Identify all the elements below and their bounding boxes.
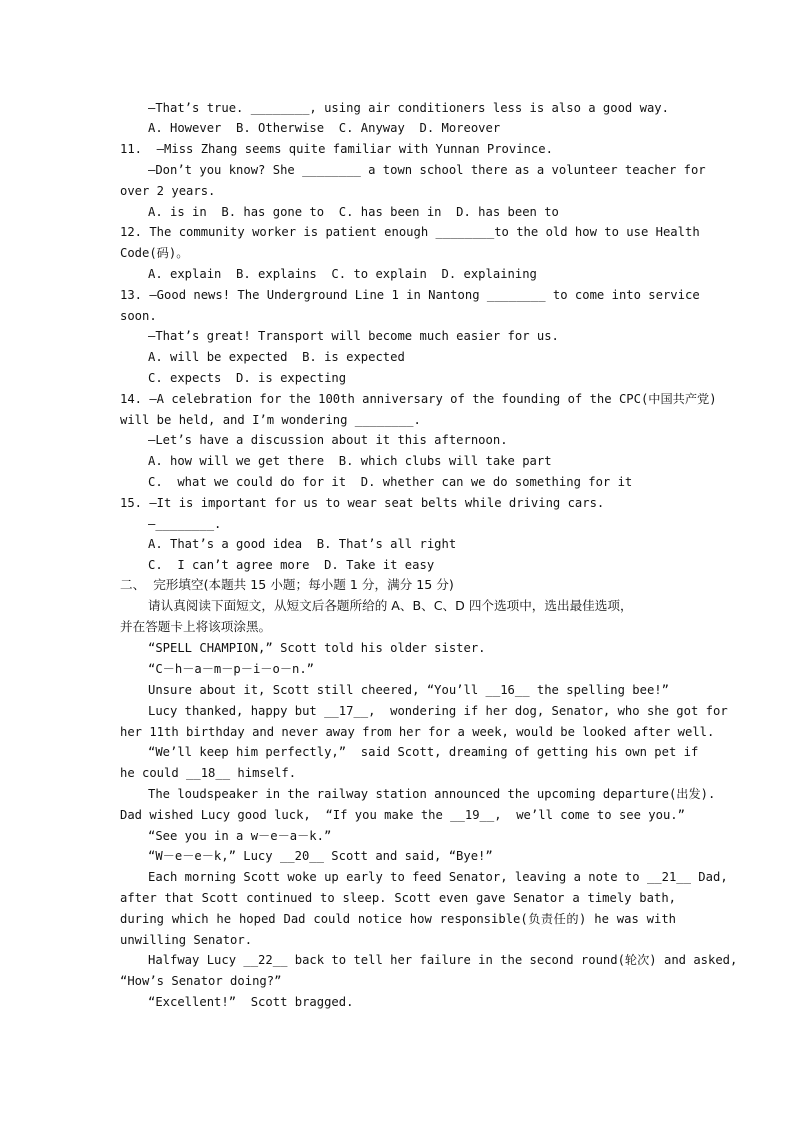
q15-options-cd: C. I can’t agree more D. Take it easy <box>148 558 435 572</box>
q10-options: A. However B. Otherwise C. Anyway D. Moreover <box>148 121 501 135</box>
passage-line: “W－e－e－k,” Lucy __20__ Scott and said, “Bye!” <box>148 849 493 863</box>
q15-stem: 15. —It is important for us to wear seat belts while driving cars. <box>120 496 605 510</box>
q13-stem: 13. —Good news! The Underground Line 1 in Nantong ________ to come into service <box>120 288 700 302</box>
passage-line: after that Scott continued to sleep. Scott even gave Senator a timely bath, <box>120 891 676 905</box>
passage-line: “See you in a w－e－a－k.” <box>148 829 332 843</box>
passage-line: “We’ll keep him perfectly,” said Scott, dreaming of getting his own pet if <box>148 745 699 759</box>
q15-options-ab: A. That’s a good idea B. That’s all right <box>148 537 457 551</box>
q11-options: A. is in B. has gone to C. has been in D. has been to <box>148 205 559 219</box>
q12-stem-continued: Code(码)。 <box>120 246 189 260</box>
passage-line: during which he hoped Dad could notice how responsible(负责任的) he was with <box>120 912 676 926</box>
q14-stem-continued: will be held, and I’m wondering ________. <box>120 413 421 427</box>
q11-stem: 11. —Miss Zhang seems quite familiar with Yunnan Province. <box>120 142 553 156</box>
q15-reply: —________. <box>148 517 222 531</box>
q14-options-cd: C. what we could do for it D. whether can we do something for it <box>148 475 633 489</box>
q11-reply-continued: over 2 years. <box>120 184 216 198</box>
passage-line: unwilling Senator. <box>120 933 253 947</box>
section-instructions-continued: 并在答题卡上将该项涂黑。 <box>120 619 272 634</box>
q13-options-ab: A. will be expected B. is expected <box>148 350 405 364</box>
section-instructions: 请认真阅读下面短文，从短文后各题所给的 A、B、C、D 四个选项中，选出最佳选项， <box>148 598 633 613</box>
passage-line: “Excellent!” Scott bragged. <box>148 995 354 1009</box>
passage-line: Unsure about it, Scott still cheered, “You’ll __16__ the spelling bee!” <box>148 683 669 697</box>
passage-line: he could __18__ himself. <box>120 766 297 780</box>
passage-line: “SPELL CHAMPION,” Scott told his older sister. <box>148 641 486 655</box>
passage-line: Each morning Scott woke up early to feed Senator, leaving a note to __21__ Dad, <box>148 870 728 884</box>
q13-reply: —That’s great! Transport will become much easier for us. <box>148 329 559 343</box>
q14-options-ab: A. how will we get there B. which clubs will take part <box>148 454 552 468</box>
passage-line: Lucy thanked, happy but __17__, wondering if her dog, Senator, who she got for <box>148 704 728 718</box>
q13-options-cd: C. expects D. is expecting <box>148 371 347 385</box>
passage-line: her 11th birthday and never away from her for a week, would be looked after well. <box>120 725 715 739</box>
q14-reply: —Let’s have a discussion about it this afternoon. <box>148 433 508 447</box>
passage-line: Halfway Lucy __22__ back to tell her failure in the second round(轮次) and asked, <box>148 953 738 967</box>
passage-line: Dad wished Lucy good luck, “If you make the __19__, we’ll come to see you.” <box>120 808 685 822</box>
passage-line: The loudspeaker in the railway station announced the upcoming departure(出发). <box>148 787 716 801</box>
q10-reply-line: —That’s true. ________, using air conditioners less is also a good way. <box>148 101 669 115</box>
q11-reply-line: —Don’t you know? She ________ a town school there as a volunteer teacher for <box>148 163 706 177</box>
q12-stem: 12. The community worker is patient enough ________to the old how to use Health <box>120 225 700 239</box>
q13-stem-continued: soon. <box>120 309 157 323</box>
passage-line: “C－h－a－m－p－i－o－n.” <box>148 662 315 676</box>
q14-stem: 14. —A celebration for the 100th anniversary of the founding of the CPC(中国共产党) <box>120 392 717 406</box>
q12-options: A. explain B. explains C. to explain D. explaining <box>148 267 537 281</box>
section-two-heading: 二、 完形填空(本题共 15 小题；每小题 1 分，满分 15 分) <box>120 577 454 592</box>
passage-line: “How’s Senator doing?” <box>120 974 282 988</box>
